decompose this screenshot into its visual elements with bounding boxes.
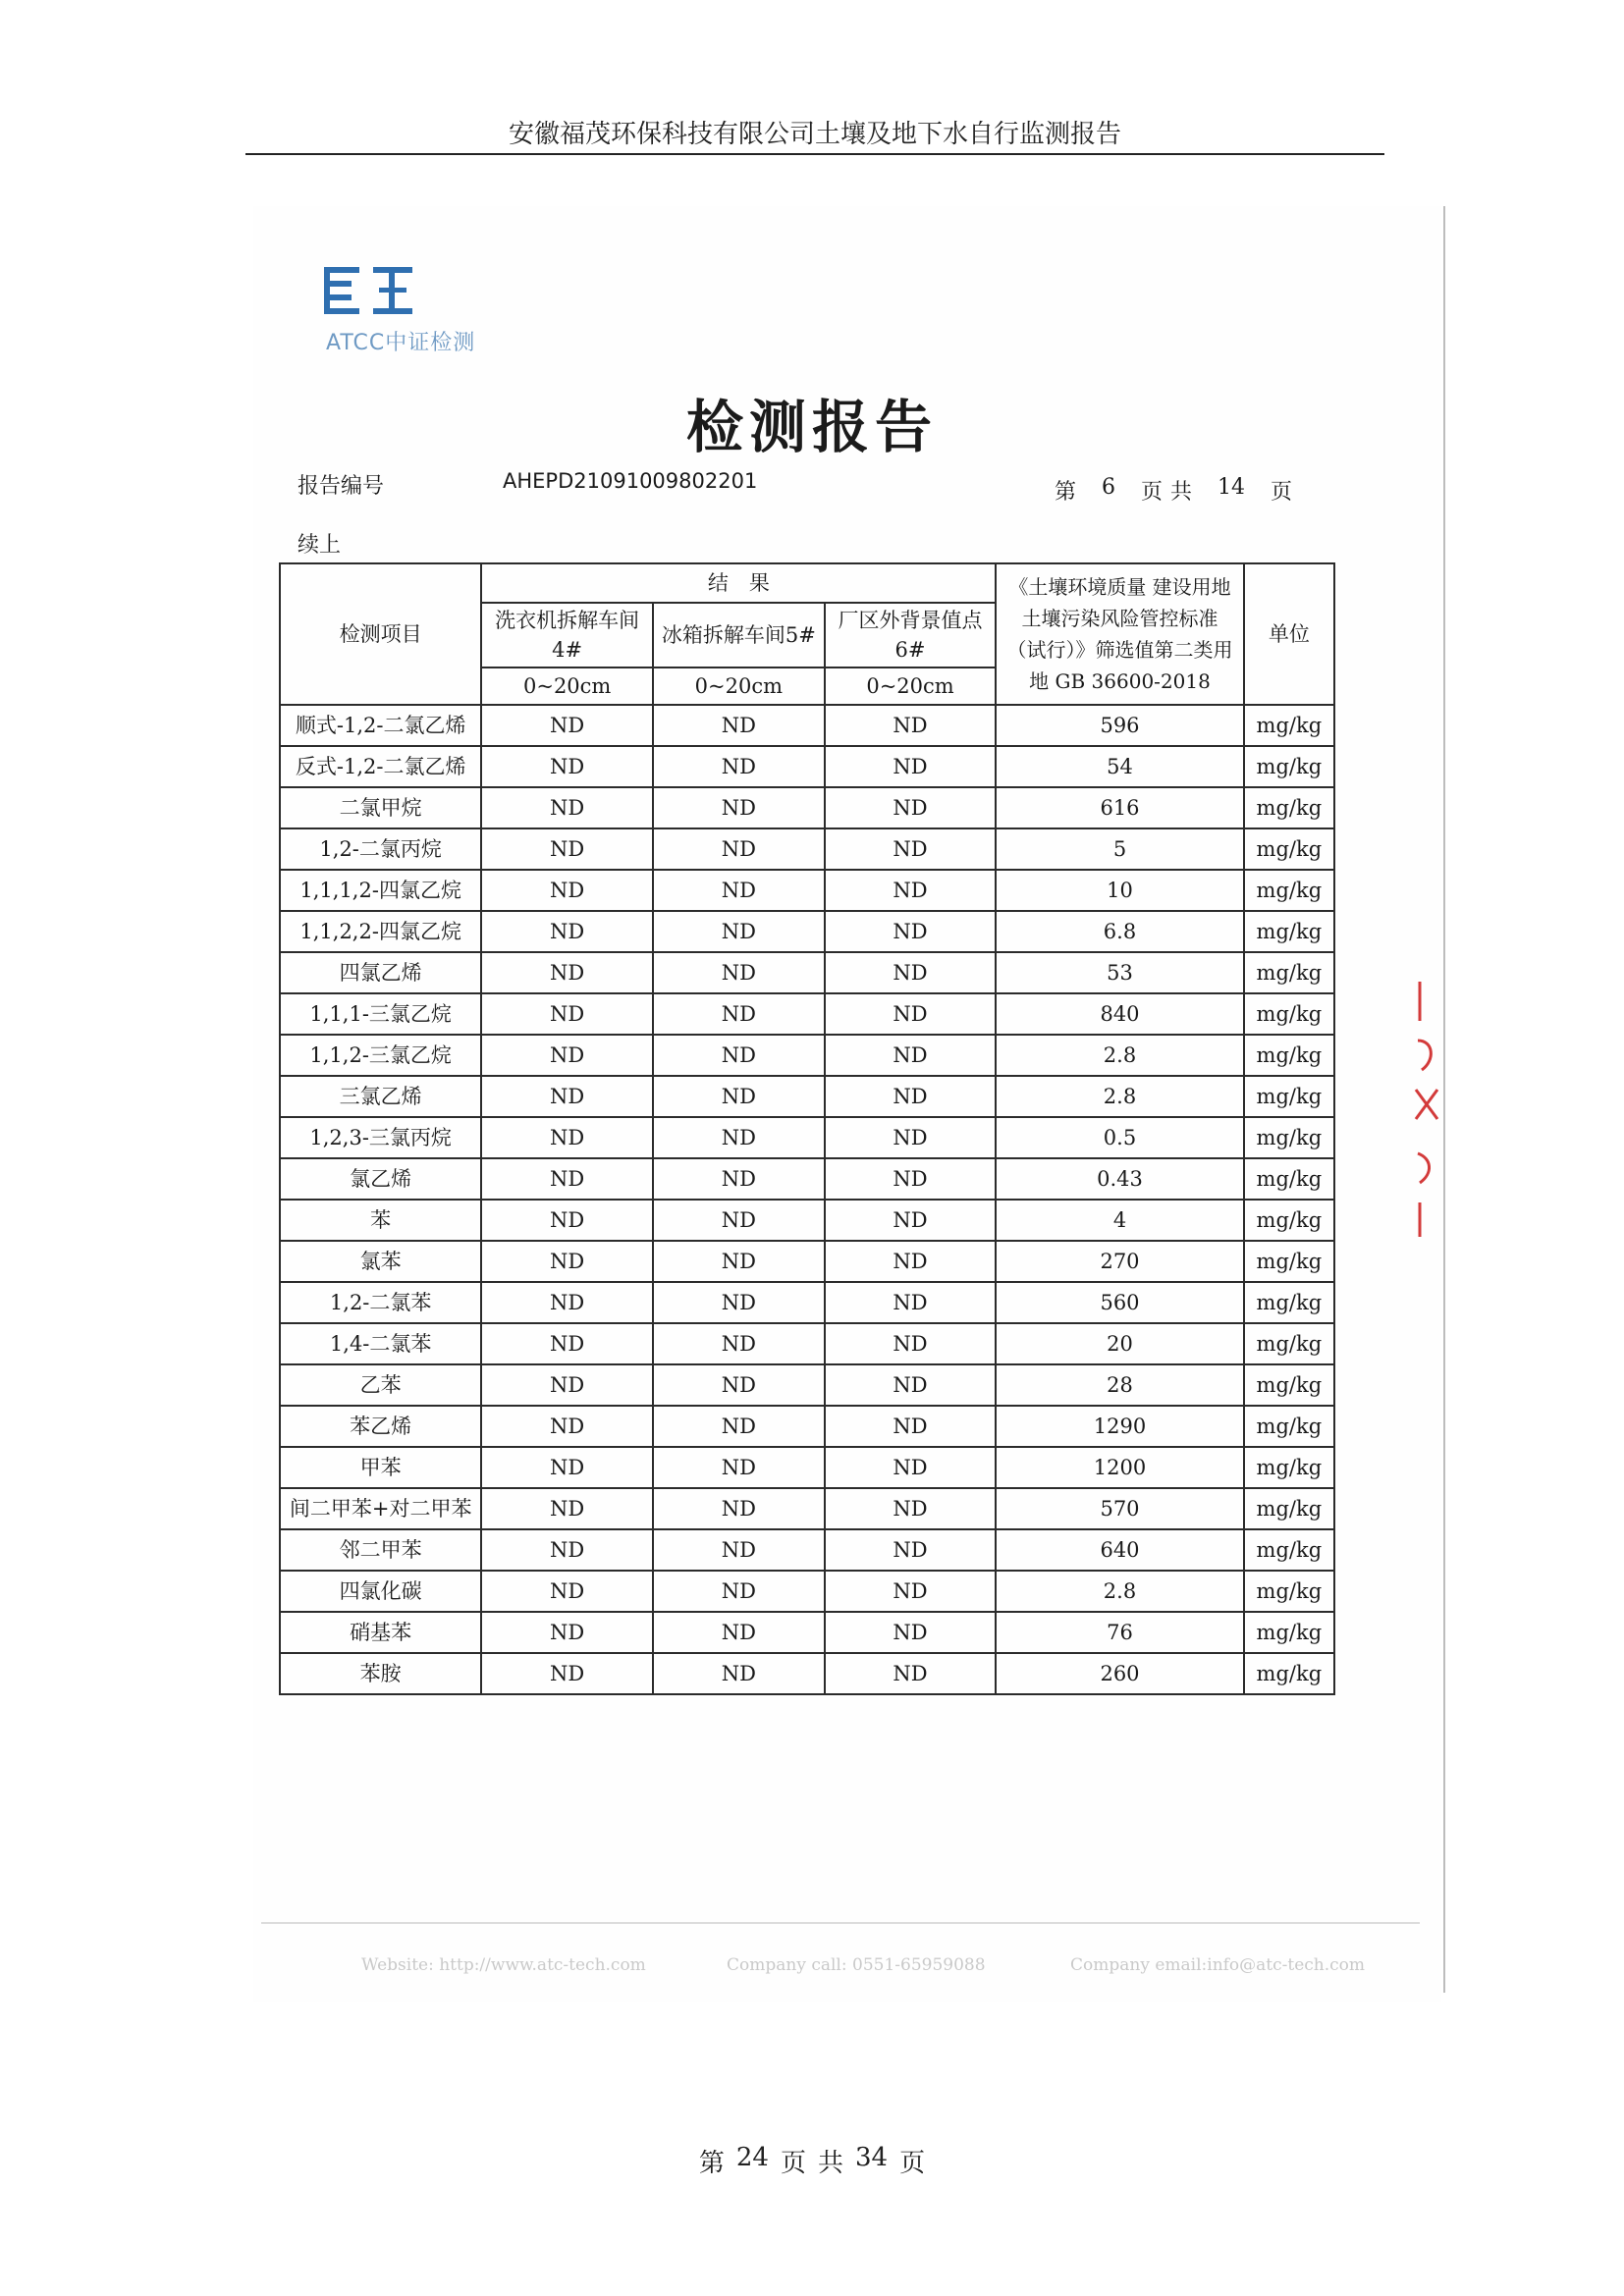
sample-depth: 0~20cm	[653, 667, 825, 705]
footer-page: 24	[735, 2143, 769, 2172]
table-row	[280, 746, 1334, 787]
cell-standard: 840	[996, 993, 1243, 1035]
cell-sample-1: ND	[481, 1488, 653, 1529]
cell-sample-2: ND	[653, 1406, 825, 1447]
cell-sample-1: ND	[481, 1323, 653, 1364]
atcc-logo-icon	[324, 265, 414, 318]
cell-standard: 10	[996, 870, 1243, 911]
cell-sample-1: ND	[481, 1571, 653, 1612]
cell-sample-3: ND	[825, 1241, 997, 1282]
cell-unit: mg/kg	[1244, 1241, 1334, 1282]
cell-unit: mg/kg	[1244, 1117, 1334, 1158]
report-number-value: AHEPD21091009802201	[503, 469, 758, 493]
cell-sample-1: ND	[481, 1612, 653, 1653]
cell-unit: mg/kg	[1244, 1406, 1334, 1447]
sample-name: 洗衣机拆解车间 4#	[481, 603, 653, 667]
cell-unit: mg/kg	[1244, 787, 1334, 828]
cell-standard: 54	[996, 746, 1243, 787]
cell-standard: 28	[996, 1364, 1243, 1406]
cell-item: 反式-1,2-二氯乙烯	[280, 746, 481, 787]
page-header: 安徽福茂环保科技有限公司土壤及地下水自行监测报告	[508, 120, 1121, 149]
cell-unit: mg/kg	[1244, 1529, 1334, 1571]
header-standard: 《土壤环境质量 建设用地土壤污染风险管控标准（试行）》筛选值第二类用地 GB 36600-2018	[996, 563, 1243, 705]
table-row	[280, 1571, 1334, 1612]
cell-sample-2: ND	[653, 1323, 825, 1364]
table-row	[280, 1076, 1334, 1117]
cell-sample-2: ND	[653, 1447, 825, 1488]
cell-sample-2: ND	[653, 993, 825, 1035]
table-row	[280, 1406, 1334, 1447]
cell-sample-3: ND	[825, 1200, 997, 1241]
table-row	[280, 1488, 1334, 1529]
cell-standard: 1290	[996, 1406, 1243, 1447]
cell-item: 氯苯	[280, 1241, 481, 1282]
table-row	[280, 787, 1334, 828]
page-number: 6	[1102, 475, 1116, 500]
cell-unit: mg/kg	[1244, 1200, 1334, 1241]
cell-unit: mg/kg	[1244, 911, 1334, 952]
cell-sample-1: ND	[481, 1035, 653, 1076]
table-row	[280, 1117, 1334, 1158]
cell-sample-1: ND	[481, 1653, 653, 1694]
cell-standard: 640	[996, 1529, 1243, 1571]
header-unit: 单位	[1244, 563, 1334, 705]
cell-sample-1: ND	[481, 1364, 653, 1406]
cell-sample-3: ND	[825, 1282, 997, 1323]
cell-unit: mg/kg	[1244, 828, 1334, 870]
table-row	[280, 870, 1334, 911]
cell-item: 顺式-1,2-二氯乙烯	[280, 705, 481, 746]
cell-unit: mg/kg	[1244, 1158, 1334, 1200]
cell-unit: mg/kg	[1244, 1364, 1334, 1406]
table-row	[280, 1241, 1334, 1282]
sample-depth: 0~20cm	[825, 667, 997, 705]
table-row	[280, 1035, 1334, 1076]
scan-footer-rule	[261, 1922, 1420, 1924]
cell-unit: mg/kg	[1244, 1488, 1334, 1529]
table-row	[280, 1200, 1334, 1241]
continued-label: 续上	[298, 533, 342, 558]
sample-depth: 0~20cm	[481, 667, 653, 705]
table-body	[280, 705, 1334, 1694]
cell-sample-3: ND	[825, 828, 997, 870]
cell-sample-1: ND	[481, 1200, 653, 1241]
cell-item: 乙苯	[280, 1364, 481, 1406]
cell-unit: mg/kg	[1244, 1571, 1334, 1612]
seal-stamp-icon	[1414, 982, 1443, 1237]
cell-unit: mg/kg	[1244, 1035, 1334, 1076]
footer-total-unit: 页	[899, 2149, 926, 2178]
footer-unit: 页	[780, 2149, 806, 2178]
cell-sample-2: ND	[653, 746, 825, 787]
scan-footer-call: Company call: 0551-65959088	[727, 1955, 986, 1975]
cell-standard: 2.8	[996, 1035, 1243, 1076]
cell-sample-1: ND	[481, 911, 653, 952]
cell-unit: mg/kg	[1244, 1447, 1334, 1488]
table-row	[280, 952, 1334, 993]
cell-item: 邻二甲苯	[280, 1529, 481, 1571]
cell-standard: 6.8	[996, 911, 1243, 952]
table-row	[280, 828, 1334, 870]
cell-unit: mg/kg	[1244, 705, 1334, 746]
cell-sample-2: ND	[653, 1653, 825, 1694]
cell-sample-2: ND	[653, 1158, 825, 1200]
table-row	[280, 705, 1334, 746]
cell-sample-3: ND	[825, 1117, 997, 1158]
header-result: 结 果	[481, 563, 996, 603]
cell-standard: 2.8	[996, 1076, 1243, 1117]
results-table	[279, 562, 1335, 1695]
footer-total: 34	[855, 2143, 889, 2172]
cell-standard: 0.5	[996, 1117, 1243, 1158]
cell-standard: 570	[996, 1488, 1243, 1529]
cell-sample-1: ND	[481, 952, 653, 993]
cell-item: 甲苯	[280, 1447, 481, 1488]
cell-sample-3: ND	[825, 993, 997, 1035]
cell-sample-1: ND	[481, 828, 653, 870]
table-row	[280, 1447, 1334, 1488]
cell-sample-1: ND	[481, 870, 653, 911]
cell-sample-2: ND	[653, 1529, 825, 1571]
cell-sample-2: ND	[653, 705, 825, 746]
cell-sample-2: ND	[653, 952, 825, 993]
cell-sample-3: ND	[825, 1653, 997, 1694]
cell-item: 间二甲苯+对二甲苯	[280, 1488, 481, 1529]
scan-edge	[1443, 206, 1445, 1993]
cell-sample-1: ND	[481, 787, 653, 828]
page-word: 第	[1055, 480, 1077, 505]
cell-item: 硝基苯	[280, 1612, 481, 1653]
cell-sample-3: ND	[825, 1323, 997, 1364]
cell-sample-2: ND	[653, 828, 825, 870]
cell-sample-2: ND	[653, 1488, 825, 1529]
cell-item: 1,4-二氯苯	[280, 1323, 481, 1364]
cell-unit: mg/kg	[1244, 1612, 1334, 1653]
header-rule	[245, 153, 1384, 155]
cell-standard: 0.43	[996, 1158, 1243, 1200]
cell-sample-2: ND	[653, 1571, 825, 1612]
cell-sample-2: ND	[653, 1364, 825, 1406]
cell-standard: 53	[996, 952, 1243, 993]
cell-sample-1: ND	[481, 705, 653, 746]
cell-sample-3: ND	[825, 1364, 997, 1406]
cell-sample-3: ND	[825, 787, 997, 828]
cell-sample-2: ND	[653, 1241, 825, 1282]
cell-sample-2: ND	[653, 1117, 825, 1158]
cell-item: 1,2-二氯苯	[280, 1282, 481, 1323]
cell-sample-3: ND	[825, 1571, 997, 1612]
cell-standard: 20	[996, 1323, 1243, 1364]
cell-standard: 4	[996, 1200, 1243, 1241]
cell-standard: 76	[996, 1612, 1243, 1653]
cell-item: 二氯甲烷	[280, 787, 481, 828]
cell-standard: 596	[996, 705, 1243, 746]
cell-sample-2: ND	[653, 1612, 825, 1653]
cell-sample-1: ND	[481, 1447, 653, 1488]
cell-item: 苯胺	[280, 1653, 481, 1694]
cell-sample-3: ND	[825, 1406, 997, 1447]
cell-unit: mg/kg	[1244, 952, 1334, 993]
cell-item: 1,2-二氯丙烷	[280, 828, 481, 870]
cell-sample-1: ND	[481, 1076, 653, 1117]
cell-sample-3: ND	[825, 1076, 997, 1117]
header-item: 检测项目	[280, 563, 481, 705]
cell-standard: 1200	[996, 1447, 1243, 1488]
table-row	[280, 1323, 1334, 1364]
cell-sample-1: ND	[481, 1282, 653, 1323]
cell-sample-3: ND	[825, 1612, 997, 1653]
cell-standard: 560	[996, 1282, 1243, 1323]
table-row	[280, 993, 1334, 1035]
cell-sample-1: ND	[481, 1158, 653, 1200]
cell-sample-3: ND	[825, 911, 997, 952]
cell-item: 氯乙烯	[280, 1158, 481, 1200]
cell-unit: mg/kg	[1244, 870, 1334, 911]
cell-sample-2: ND	[653, 1035, 825, 1076]
cell-sample-2: ND	[653, 787, 825, 828]
cell-sample-3: ND	[825, 1529, 997, 1571]
cell-sample-1: ND	[481, 1241, 653, 1282]
cell-sample-3: ND	[825, 746, 997, 787]
cell-sample-3: ND	[825, 1447, 997, 1488]
cell-standard: 260	[996, 1653, 1243, 1694]
cell-standard: 270	[996, 1241, 1243, 1282]
cell-sample-2: ND	[653, 1200, 825, 1241]
cell-item: 1,2,3-三氯丙烷	[280, 1117, 481, 1158]
cell-item: 1,1,1,2-四氯乙烷	[280, 870, 481, 911]
table-row	[280, 1529, 1334, 1571]
cell-sample-2: ND	[653, 1282, 825, 1323]
cell-sample-1: ND	[481, 1406, 653, 1447]
cell-sample-2: ND	[653, 870, 825, 911]
cell-standard: 2.8	[996, 1571, 1243, 1612]
cell-item: 1,1,2-三氯乙烷	[280, 1035, 481, 1076]
table-row	[280, 1653, 1334, 1694]
cell-item: 1,1,2,2-四氯乙烷	[280, 911, 481, 952]
total-unit: 页	[1271, 480, 1293, 505]
scan-footer-website: Website: http://www.atc-tech.com	[361, 1955, 646, 1975]
page-unit: 页	[1141, 480, 1164, 505]
cell-sample-2: ND	[653, 911, 825, 952]
cell-item: 苯乙烯	[280, 1406, 481, 1447]
report-page-indicator	[1055, 475, 1292, 506]
cell-standard: 5	[996, 828, 1243, 870]
table-row	[280, 1364, 1334, 1406]
cell-sample-3: ND	[825, 870, 997, 911]
table-row	[280, 1282, 1334, 1323]
table-row	[280, 1158, 1334, 1200]
cell-unit: mg/kg	[1244, 993, 1334, 1035]
total-word: 共	[1170, 480, 1193, 505]
cell-sample-1: ND	[481, 746, 653, 787]
report-number-label: 报告编号	[298, 474, 385, 499]
cell-item: 四氯化碳	[280, 1571, 481, 1612]
cell-unit: mg/kg	[1244, 1653, 1334, 1694]
total-number: 14	[1218, 475, 1246, 500]
scan-footer-email: Company email:info@atc-tech.com	[1070, 1955, 1366, 1975]
table-row	[280, 911, 1334, 952]
cell-sample-1: ND	[481, 993, 653, 1035]
cell-item: 三氯乙烯	[280, 1076, 481, 1117]
footer-total-word: 共	[818, 2149, 844, 2178]
cell-sample-3: ND	[825, 705, 997, 746]
page-footer	[0, 2143, 1624, 2179]
cell-item: 1,1,1-三氯乙烷	[280, 993, 481, 1035]
cell-sample-1: ND	[481, 1117, 653, 1158]
cell-sample-3: ND	[825, 952, 997, 993]
footer-word: 第	[698, 2149, 725, 2178]
logo-text: ATCC中证检测	[326, 331, 476, 355]
cell-item: 四氯乙烯	[280, 952, 481, 993]
cell-unit: mg/kg	[1244, 1323, 1334, 1364]
report-title: 检测报告	[685, 394, 938, 460]
cell-unit: mg/kg	[1244, 746, 1334, 787]
table-row	[280, 1612, 1334, 1653]
cell-item: 苯	[280, 1200, 481, 1241]
cell-unit: mg/kg	[1244, 1076, 1334, 1117]
cell-sample-2: ND	[653, 1076, 825, 1117]
cell-standard: 616	[996, 787, 1243, 828]
cell-sample-3: ND	[825, 1158, 997, 1200]
cell-sample-3: ND	[825, 1488, 997, 1529]
sample-name: 冰箱拆解车间5#	[653, 603, 825, 667]
cell-unit: mg/kg	[1244, 1282, 1334, 1323]
cell-sample-1: ND	[481, 1529, 653, 1571]
sample-name: 厂区外背景值点6#	[825, 603, 997, 667]
cell-sample-3: ND	[825, 1035, 997, 1076]
